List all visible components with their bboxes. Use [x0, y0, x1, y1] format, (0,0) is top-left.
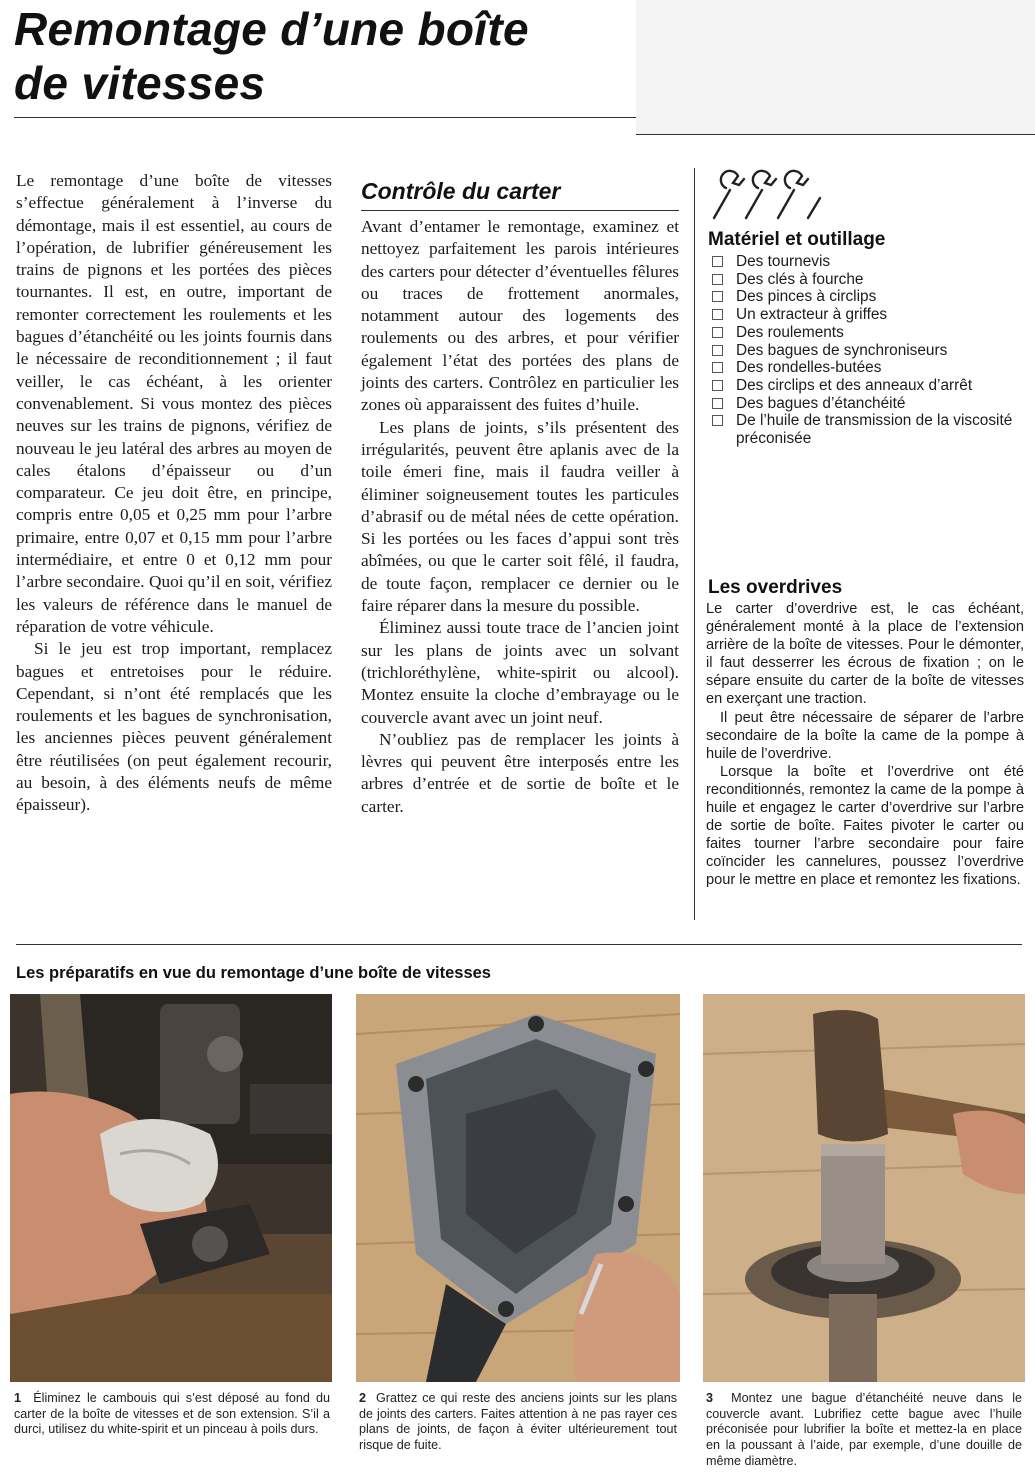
materiel-heading: Matériel et outillage	[708, 229, 886, 250]
list-item: Des pinces à circlips	[708, 288, 1026, 306]
caption-text: Montez une bague d’étanchéité neuve dans le couvercle avant. Lubrifiez cette bague avec l’huile préconisée pour lubrifier la boîte et mettez-la en place en la poussant à l’aide, par exemple, d’une douille de même diamètre.	[706, 1391, 1022, 1468]
intro-paragraph-2: Si le jeu est trop important, remplacez bagues et entretoises pour le réduire. Cependant, si n’ont été remplacés que les roulements et les bagues de synchronisation, les anciennes pièces peuvent généralement être réutilisées (on peut également recourir, au besoin, à des éléments neufs de même épaisseur).	[16, 639, 332, 815]
photo-caption-2	[359, 1391, 677, 1454]
overdrives-heading: Les overdrives	[708, 577, 843, 598]
photo-section-title: Les préparatifs en vue du remontage d’une boîte de vitesses	[16, 964, 491, 982]
photo-section-rule	[16, 944, 1022, 945]
page-title	[14, 2, 634, 110]
checkbox-icon	[712, 362, 723, 373]
wrench-icon	[708, 168, 832, 220]
overdrives-column	[706, 600, 1024, 890]
controle-paragraph-1: Avant d’entamer le remontage, examinez et nettoyez parfaitement les parois intérieures des carters pour détecter d’éventuelles fêlures ou traces de frottement anormales, notamment autour des logements des roulements ou des arbres, et pour vérifier également l’état des portées des plans de joints des carters. Contrôlez en particulier les zones où apparaissent des fuites d’huile.	[361, 217, 679, 415]
title-line-2: de vitesses	[14, 57, 266, 109]
checkbox-icon	[712, 309, 723, 320]
caption-text: Éliminez le cambouis qui s’est déposé au fond du carter de la boîte de vitesses et de son extension. S’il a durci, utilisez du white-spirit et un pinceau à poils durs.	[14, 1391, 331, 1437]
materiel-list	[708, 253, 1026, 448]
overdrives-paragraph-2: Il peut être nécessaire de séparer de l’arbre secondaire de la boîte la came de la pompe à huile de l’overdrive.	[706, 709, 1024, 762]
photo-caption-1	[14, 1391, 330, 1438]
caption-number: 1	[14, 1391, 22, 1405]
photo-scraping-gasket	[356, 994, 680, 1382]
overdrives-paragraph-3: Lorsque la boîte et l’overdrive ont été reconditionnés, remontez la came de la pompe à huile et engagez le carter d’overdrive sur l’arbre de sortie de boîte. Faites pivoter le carter ou faites tourner l’arbre secondaire pour faire coïncider les cannelures, poussez l’overdrive pour le mettre en place et remontez les fixations.	[706, 763, 1024, 889]
controle-paragraph-3: Éliminez aussi toute trace de l’ancien joint sur les plans de joints avec un solvant (trichloréthylène, white-spirit ou alcool). Montez ensuite la cloche d’embrayage ou le couvercle avant avec un joint neuf.	[361, 618, 679, 727]
list-item: Un extracteur à griffes	[708, 306, 1026, 324]
list-item: Des tournevis	[708, 253, 1026, 271]
column-divider	[694, 168, 695, 920]
list-item: Des bagues de synchroniseurs	[708, 342, 1026, 360]
controle-paragraph-4: N’oubliez pas de remplacer les joints à lèvres qui peuvent être interposés entre les arbres d’entrée et de sortie de boîte et le carter.	[361, 729, 679, 816]
checkbox-icon	[712, 415, 723, 426]
title-rule	[14, 117, 636, 118]
controle-column	[361, 216, 679, 818]
checkbox-icon	[712, 380, 723, 391]
caption-number: 2	[359, 1391, 367, 1405]
caption-number: 3	[706, 1391, 714, 1405]
checkbox-icon	[712, 398, 723, 409]
overdrives-paragraph-1: Le carter d’overdrive est, le cas échéant, généralement monté à la place de l’extension arrière de la boîte de vitesses. Pour le démonter, il faut desserrer les écrous de fixation ; on le sépare ensuite du carter de la boîte de vitesses en exerçant une traction.	[706, 601, 1024, 708]
title-line-1: Remontage d’une boîte	[14, 3, 529, 55]
controle-paragraph-2: Les plans de joints, s’ils présentent des irrégularités, peuvent être aplanis avec de la toile émeri fine, mais il faudra veiller à éliminer soigneusement toutes les particules d’abrasif ou de métal nées de cette opération. Si les portées ou les faces d’appui sont très abîmées, ou que le carter soit fêlé, il faudra, de toute façon, remplacer ce dernier ou le faire réparer dans la mesure du possible.	[361, 417, 679, 616]
intro-paragraph-1: Le remontage d’une boîte de vitesses s’effectue généralement à l’inverse du démontage, mais il est essentiel, au cours de l’opération, de lubrifier généreusement les trains de pignons et les portées des pièces tournantes. Il est, en outre, important de remonter correctement les roulements et les bagues d’étanchéité ou les joints fournis dans le nécessaire de reconditionnement ; il faut veiller, le cas échéant, à les orienter convenablement. Si vous montez des pièces neuves sur les trains de pignons, vérifiez de nouveau le jeu latéral des arbres au moyen de cales étalons d’épaisseur ou d’un comparateur. Ce jeu doit être, en principe, compris entre 0,05 et 0,25 mm pour l’arbre primaire, entre 0,07 et 0,15 mm pour l’arbre intermédiaire, et entre 0 et 0,12 mm pour l’arbre secondaire. Quoi qu’il en soit, vérifiez les valeurs de référence dans le manuel de réparation de votre véhicule.	[16, 171, 332, 636]
checkbox-icon	[712, 291, 723, 302]
intro-column	[16, 170, 332, 817]
list-item: Des clés à fourche	[708, 271, 1026, 289]
list-item: De l’huile de transmission de la viscosité préconisée	[708, 412, 1026, 447]
photo-fitting-seal	[703, 994, 1025, 1382]
caption-text: Grattez ce qui reste des anciens joints sur les plans de joints des carters. Faites attention à ne pas rayer ces plans de joints, de façon à éviter ultérieurement tout risque de fuite.	[359, 1391, 678, 1453]
controle-heading-rule	[361, 210, 679, 211]
title-background	[636, 0, 1035, 134]
photo-cleaning-casing	[10, 994, 332, 1382]
list-item: Des rondelles-butées	[708, 359, 1026, 377]
photo-caption-3	[706, 1391, 1022, 1470]
checkbox-icon	[712, 327, 723, 338]
list-item: Des roulements	[708, 324, 1026, 342]
checkbox-icon	[712, 345, 723, 356]
checkbox-icon	[712, 274, 723, 285]
title-rule-right	[636, 134, 1035, 135]
controle-heading: Contrôle du carter	[361, 178, 561, 204]
list-item: Des bagues d’étanchéité	[708, 395, 1026, 413]
checkbox-icon	[712, 256, 723, 267]
list-item: Des circlips et des anneaux d’arrêt	[708, 377, 1026, 395]
